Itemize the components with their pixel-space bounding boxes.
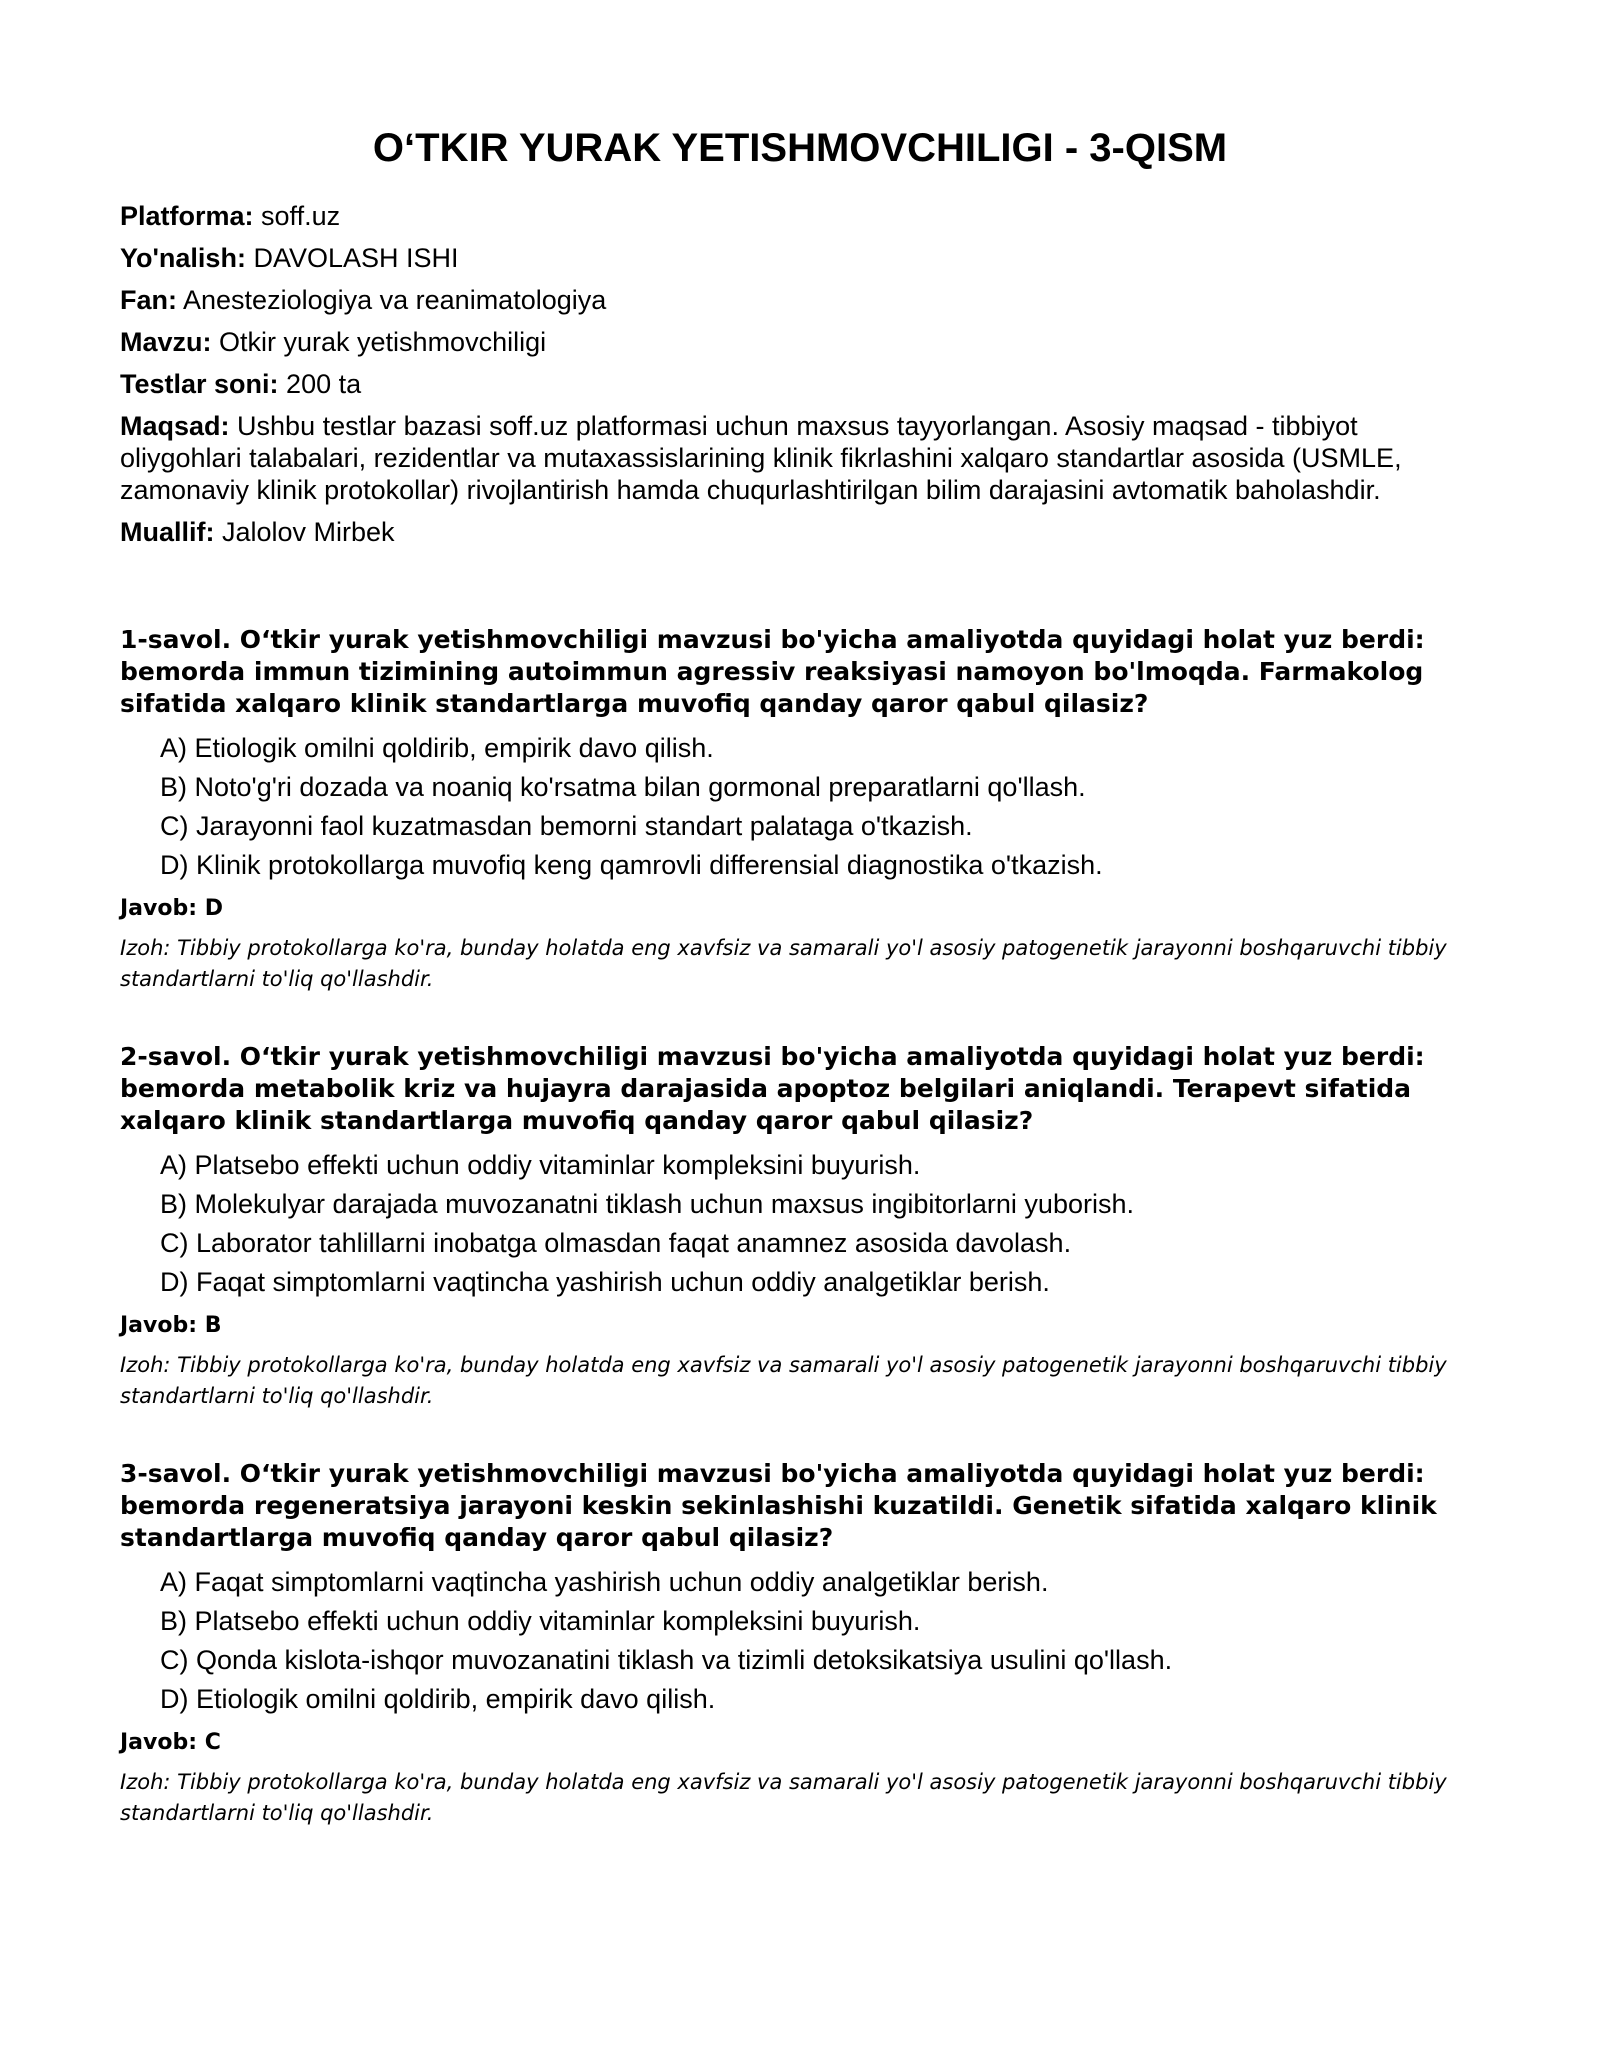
option-b: B) Molekulyar darajada muvozanatni tiklash uchun maxsus ingibitorlarni yuborish. [160,1189,1134,1219]
question-list [120,624,1480,1829]
answer-options [120,1149,1480,1298]
question-1 [120,624,1480,995]
meta-value: Ushbu testlar bazasi soff.uz platformasi uchun maxsus tayyorlangan. Asosiy maqsad - tibbiyot oliygohlari talabalari, rezidentlar va mutaxassislarining klinik fikrlashini xalqaro standartlar asosida (USMLE, zamonaviy klinik protokollar) rivojlantirish hamda chuqurlashtirilgan bilim darajasini avtomatik baholashdir. [120,411,1402,505]
option-b: B) Noto'g'ri dozada va noaniq ko'rsatma bilan gormonal preparatlarni qo'llash. [160,772,1086,802]
answer-explanation: Izoh: Tibbiy protokollarga ko'ra, bunday holatda eng xavfsiz va samarali yo'l asosiy patogenetik jarayonni boshqaruvchi tibbiy standartlarni to'liq qo'llashdir. [120,1770,1447,1825]
document-metadata [120,200,1480,548]
answer-explanation: Izoh: Tibbiy protokollarga ko'ra, bunday holatda eng xavfsiz va samarali yo'l asosiy patogenetik jarayonni boshqaruvchi tibbiy standartlarni to'liq qo'llashdir. [120,1353,1447,1408]
meta-value: Otkir yurak yetishmovchiligi [211,327,547,357]
answer-explanation: Izoh: Tibbiy protokollarga ko'ra, bunday holatda eng xavfsiz va samarali yo'l asosiy patogenetik jarayonni boshqaruvchi tibbiy standartlarni to'liq qo'llashdir. [120,936,1447,991]
meta-purpose [120,410,1480,506]
question-text: 2-savol. O‘tkir yurak yetishmovchiligi mavzusi bo'yicha amaliyotda quyidagi holat yuz berdi: bemorda metabolik kriz va hujayra darajasida apoptoz belgilari aniqlandi. Terapevt sifatida xalqaro klinik standartlarga muvofiq qanday qaror qabul qilasiz? [120,1042,1425,1135]
meta-author [120,516,1480,548]
correct-answer: Javob: D [120,896,223,921]
question-2 [120,1041,1480,1412]
meta-value: DAVOLASH ISHI [245,243,459,273]
page-title: O‘TKIR YURAK YETISHMOVCHILIGI - 3-QISM [372,126,1228,170]
meta-label: Mavzu: [120,327,212,357]
meta-label: Platforma: [120,201,254,231]
meta-topic [120,326,1480,358]
question-text: 1-savol. O‘tkir yurak yetishmovchiligi mavzusi bo'yicha amaliyotda quyidagi holat yuz berdi: bemorda immun tizimining autoimmun agressiv reaksiyasi namoyon bo'lmoqda. Farmakolog sifatida xalqaro klinik standartlarga muvofiq qanday qaror qabul qilasiz? [120,625,1425,718]
option-d: D) Klinik protokollarga muvofiq keng qamrovli differensial diagnostika o'tkazish. [160,850,1103,880]
option-d: D) Etiologik omilni qoldirib, empirik davo qilish. [160,1684,716,1714]
meta-direction [120,242,1480,274]
question-3 [120,1458,1480,1829]
answer-options [120,1566,1480,1715]
correct-answer: Javob: C [120,1730,221,1755]
question-text: 3-savol. O‘tkir yurak yetishmovchiligi mavzusi bo'yicha amaliyotda quyidagi holat yuz berdi: bemorda regeneratsiya jarayoni keskin sekinlashishi kuzatildi. Genetik sifatida xalqaro klinik standartlarga muvofiq qanday qaror qabul qilasiz? [120,1459,1437,1552]
meta-value: 200 ta [278,369,362,399]
meta-value: Anesteziologiya va reanimatologiya [177,285,607,315]
meta-value: Jalolov Mirbek [214,517,395,547]
meta-platform [120,200,1480,232]
option-a: A) Etiologik omilni qoldirib, empirik davo qilish. [160,733,714,763]
option-a: A) Faqat simptomlarni vaqtincha yashirish uchun oddiy analgetiklar berish. [160,1567,1049,1597]
correct-answer: Javob: B [120,1313,222,1338]
option-c: C) Jarayonni faol kuzatmasdan bemorni standart palataga o'tkazish. [160,811,973,841]
answer-options [120,732,1480,881]
meta-label: Testlar soni: [120,369,279,399]
option-b: B) Platsebo effekti uchun oddiy vitaminlar kompleksini buyurish. [160,1606,921,1636]
meta-test-count [120,368,1480,400]
meta-label: Muallif: [120,517,215,547]
meta-label: Maqsad: [120,411,230,441]
option-a: A) Platsebo effekti uchun oddiy vitaminlar kompleksini buyurish. [160,1150,921,1180]
meta-subject [120,284,1480,316]
option-c: C) Laborator tahlillarni inobatga olmasdan faqat anamnez asosida davolash. [160,1228,1072,1258]
meta-value: soff.uz [253,201,341,231]
meta-label: Fan: [120,285,177,315]
option-d: D) Faqat simptomlarni vaqtincha yashirish uchun oddiy analgetiklar berish. [160,1267,1050,1297]
meta-label: Yo'nalish: [120,243,246,273]
option-c: C) Qonda kislota-ishqor muvozanatini tiklash va tizimli detoksikatsiya usulini qo'llash. [160,1645,1173,1675]
